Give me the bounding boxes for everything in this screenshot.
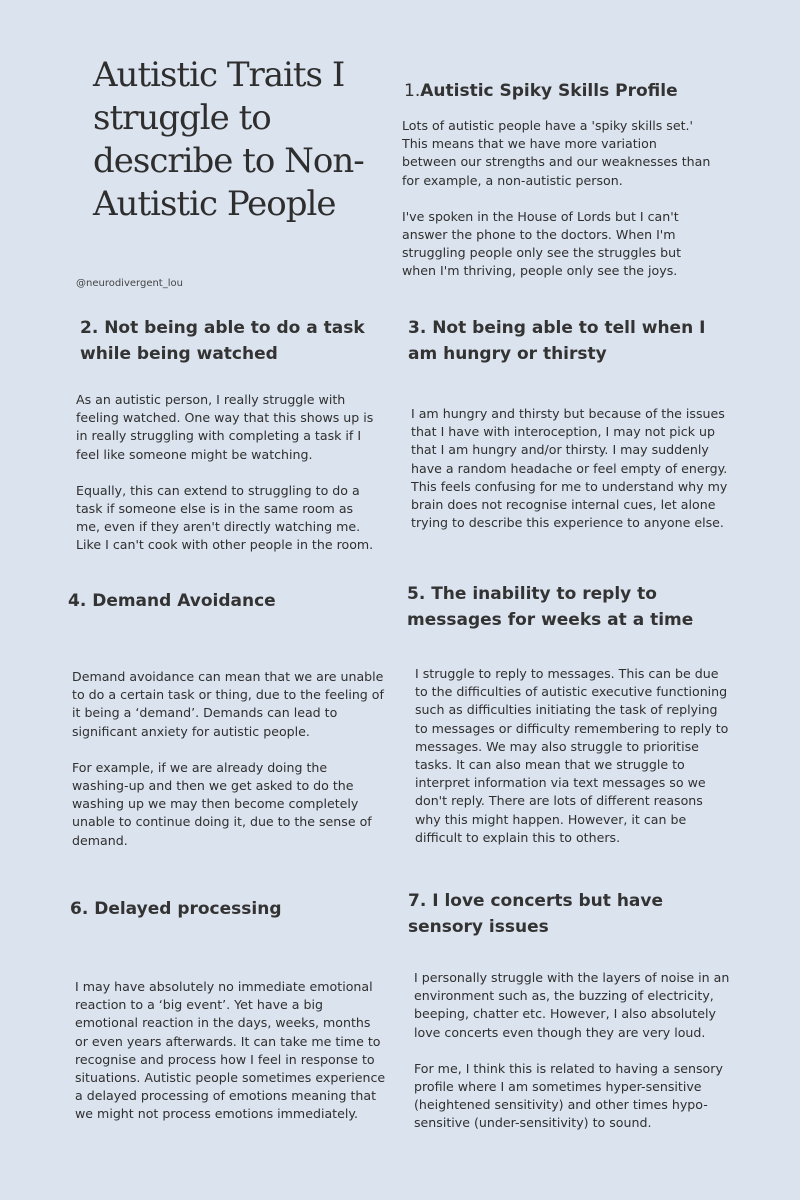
section-2-paragraph: As an autistic person, I really struggle with feeling watched. One way that this shows up is in really struggling with completing a task if I feel like someone might be watching. — [76, 392, 374, 462]
page-title: Autistic Traits I struggle to describe to Non-Autistic People — [93, 55, 364, 224]
section-5-paragraph: I struggle to reply to messages. This can be due to the difficulties of autistic executive functioning such as difficulties initiating the task of replying to messages or difficulty remembering to reply to messages. We may also struggle to prioritise tasks. It can also mean that we struggle to interpret information via text messages so we don't reply. There are lots of different reasons why this might happen. However, it can be difficult to explain this to others. — [415, 666, 729, 845]
section-7-paragraph: I personally struggle with the layers of noise in an environment such as, the buzzing of electricity, beeping, chatter etc. However, I also absolutely love concerts even though they are very loud. — [414, 970, 730, 1040]
section-2-paragraph: Equally, this can extend to struggling to do a task if someone else is in the same room as me, even if they aren't directly watching me. Like I can't cook with other people in the room. — [76, 482, 374, 553]
section-3-paragraph: I am hungry and thirsty but because of the issues that I have with interoception, I may not pick up that I am hungry and/or thirsty. I may suddenly have a random headache or feel empty of energy. This feels confusing for me to understand why my brain does not recognise internal cues, let alone trying to describe this experience to anyone else. — [411, 406, 728, 531]
section-6-body — [75, 978, 387, 1124]
section-2-body — [76, 391, 376, 555]
section-1-title: Autistic Spiky Skills Profile — [420, 81, 678, 101]
section-5-heading: 5. The inability to reply to messages for weeks at a time — [407, 584, 694, 630]
section-4-paragraph: Demand avoidance can mean that we are unable to do a certain task or thing, due to the feeling of it being a ‘demand’. Demands can lead to significant anxiety for autistic people. — [72, 669, 384, 739]
section-7-body — [414, 969, 732, 1133]
section-1-heading — [404, 78, 724, 104]
section-1-paragraph: Lots of autistic people have a 'spiky skills set.' This means that we have more variation between our strengths and our weaknesses than for example, a non-autistic person. — [402, 118, 711, 188]
section-7-heading: 7. I love concerts but have sensory issues — [408, 891, 663, 937]
section-2-heading: 2. Not being able to do a task while being watched — [80, 318, 365, 364]
section-3-body — [411, 405, 729, 532]
section-6-paragraph: I may have absolutely no immediate emotional reaction to a ‘big event’. Yet have a big emotional reaction in the days, weeks, months or even years afterwards. It can take me time to recognise and process how I feel in response to situations. Autistic people sometimes experience a delayed processing of emotions meaning that we might not process emotions immediately. — [75, 979, 386, 1122]
section-3-heading: 3. Not being able to tell when I am hungry or thirsty — [408, 318, 706, 364]
section-5-body — [415, 665, 729, 847]
author-handle: @neurodivergent_lou — [76, 278, 183, 289]
section-4-body — [72, 668, 386, 850]
section-1-body — [402, 117, 712, 281]
section-1-number: 1. — [404, 81, 421, 101]
section-4-paragraph: For example, if we are already doing the washing-up and then we get asked to do the washing up we may then become completely unable to continue doing it, due to the sense of demand. — [72, 759, 372, 848]
section-1-paragraph: I've spoken in the House of Lords but I can't answer the phone to the doctors. When I'm struggling people only see the struggles but when I'm thriving, people only see the joys. — [402, 208, 682, 279]
section-4-heading: 4. Demand Avoidance — [68, 591, 276, 611]
section-7-paragraph: For me, I think this is related to having a sensory profile where I am sometimes hyper-sensitive (heightened sensitivity) and other times hypo-sensitive (under-sensitivity) to sound. — [414, 1060, 723, 1131]
section-6-heading: 6. Delayed processing — [70, 899, 282, 919]
